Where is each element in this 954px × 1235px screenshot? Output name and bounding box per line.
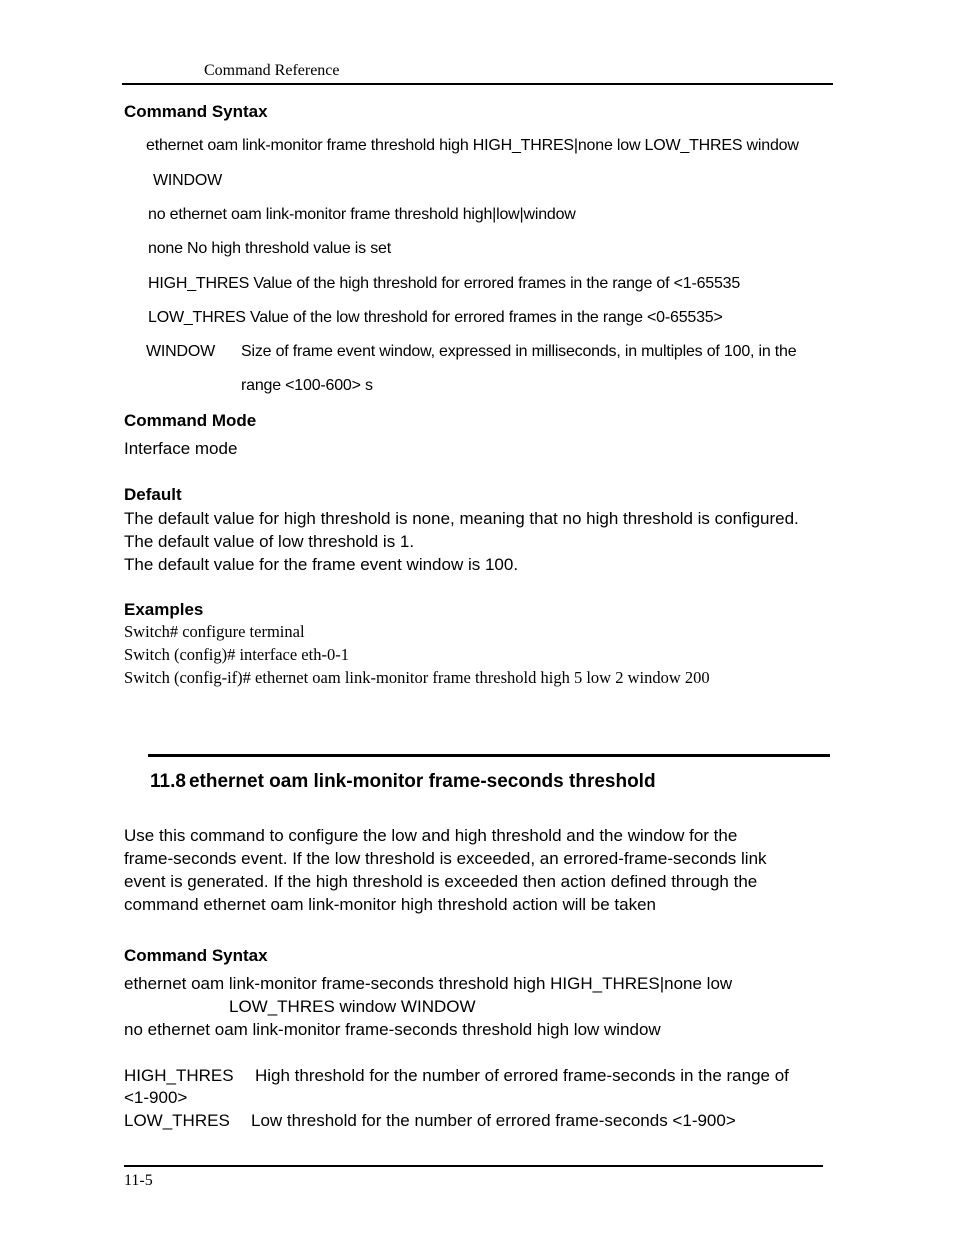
syntax-line: HIGH_THRES Value of the high threshold for errored frames in the range of <1-65535 [148,275,741,292]
example-line: Switch (config-if)# ethernet oam link-monitor frame threshold high 5 low 2 window 200 [124,668,710,687]
page-number: 11-5 [124,1172,153,1189]
example-line: Switch (config)# interface eth-0-1 [124,645,349,664]
param-desc: range <100-600> s [241,377,373,394]
syntax-line: WINDOW [153,172,223,189]
param-term: HIGH_THRES [124,1066,234,1085]
default-line: The default value of low threshold is 1. [124,532,415,551]
running-header: Command Reference [204,62,340,79]
syntax-line: no ethernet oam link-monitor frame-seconds threshold high low window [124,1020,661,1039]
syntax-heading: Command Syntax [124,102,268,121]
syntax-line: no ethernet oam link-monitor frame threshold high|low|window [148,206,576,223]
syntax-line: LOW_THRES window WINDOW [229,997,476,1016]
param-desc: Size of frame event window, expressed in milliseconds, in multiples of 100, in the [241,343,797,360]
section-rule [148,754,830,757]
syntax-line: LOW_THRES Value of the low threshold for errored frames in the range <0-65535> [148,309,723,326]
header-rule [122,83,833,85]
examples-heading: Examples [124,600,204,619]
param-term: WINDOW [146,343,216,360]
default-line: The default value for high threshold is none, meaning that no high threshold is configured. [124,509,799,528]
default-text [124,507,799,576]
param-desc: Low threshold for the number of errored frame-seconds <1-900> [251,1111,736,1130]
section-heading [150,771,656,793]
param-desc-cont: <1-900> [124,1088,188,1107]
section-title: ethernet oam link-monitor frame-seconds threshold [188,771,656,792]
intro-paragraph [124,824,767,916]
intro-line: command ethernet oam link-monitor high threshold action will be taken [124,895,656,914]
syntax-line: none No high threshold value is set [148,240,391,257]
default-line: The default value for the frame event window is 100. [124,555,519,574]
section-number: 11.8 [150,771,186,792]
default-heading: Default [124,485,182,504]
intro-line: Use this command to configure the low and high threshold and the window for the [124,826,738,845]
param-term: LOW_THRES [124,1111,230,1130]
intro-line: frame-seconds event. If the low threshold is exceeded, an errored-frame-seconds link [124,849,767,868]
param-desc: High threshold for the number of errored frame-seconds in the range of [255,1066,789,1085]
mode-heading: Command Mode [124,411,257,430]
intro-line: event is generated. If the high threshold is exceeded then action defined through the [124,872,758,891]
example-line: Switch# configure terminal [124,622,305,641]
footer-rule [124,1165,823,1167]
syntax-heading-2: Command Syntax [124,946,268,965]
syntax-line: ethernet oam link-monitor frame threshold high HIGH_THRES|none low LOW_THRES window [146,137,799,154]
mode-text: Interface mode [124,439,238,458]
syntax-line: ethernet oam link-monitor frame-seconds threshold high HIGH_THRES|none low [124,974,733,993]
